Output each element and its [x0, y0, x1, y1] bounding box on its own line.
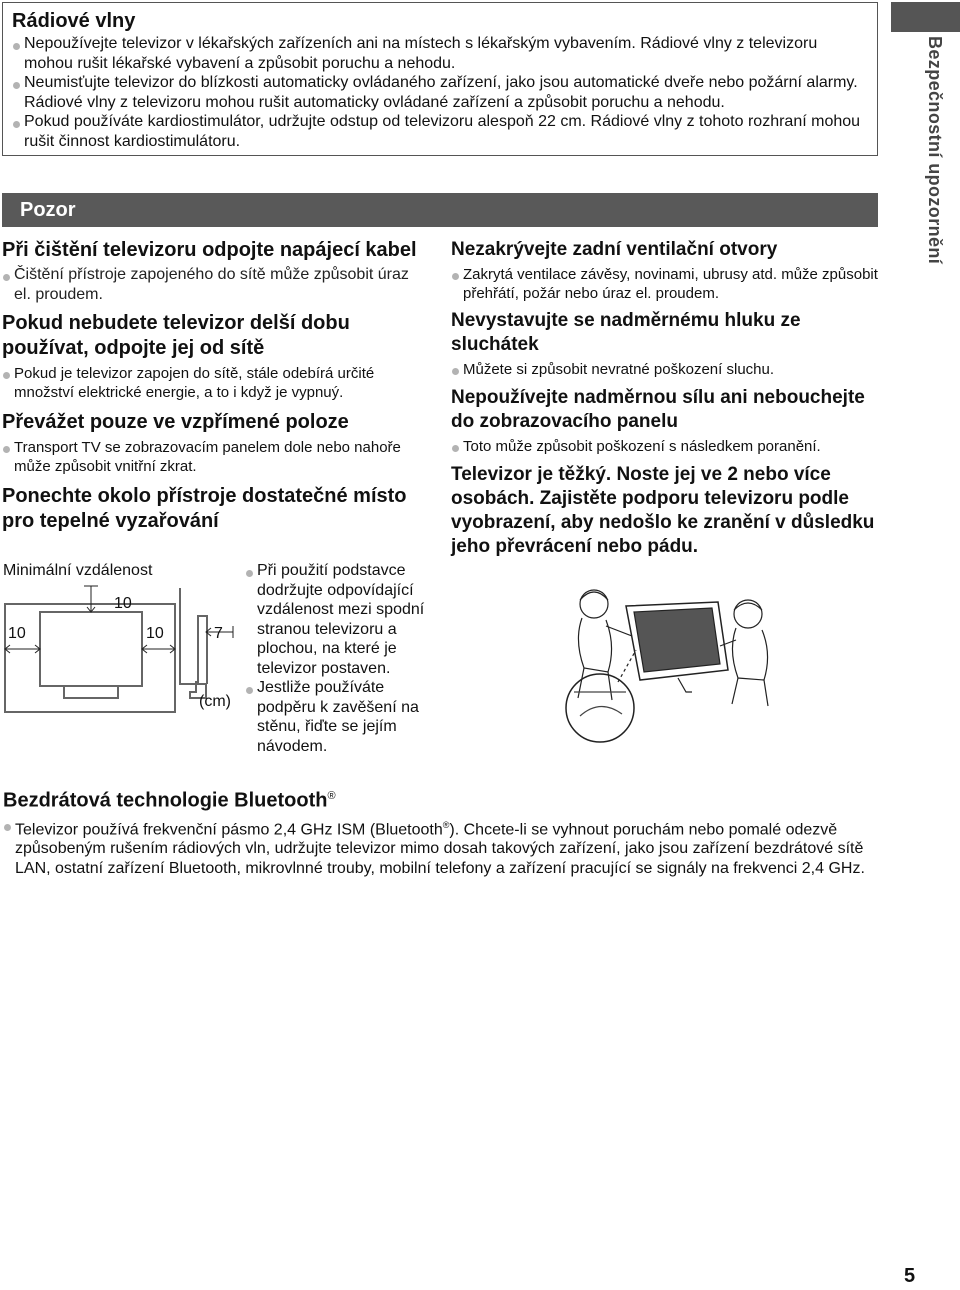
force-heading: Nepoužívejte nadměrnou sílu ani nebouchejte do zobrazovacího panelu	[451, 387, 865, 432]
force-bullet: Toto může způsobit poškození s následkem poranění.	[451, 437, 887, 456]
dim-side: 7	[214, 625, 223, 642]
vents-bullet: Zakrytá ventilace závěsy, novinami, ubrusy atd. může způsobit přehřátí, požár nebo úraz el. proudem.	[451, 265, 887, 303]
radio-waves-title: Rádiové vlny	[12, 10, 136, 32]
zoom-callout	[566, 674, 634, 742]
noise-heading: Nevystavujte se nadměrnému hluku ze sluchátek	[451, 310, 801, 355]
dim-unit: (cm)	[199, 693, 231, 710]
bluetooth-heading: Bezdrátová technologie Bluetooth®	[3, 789, 336, 812]
right-column	[451, 238, 887, 559]
dim-left: 10	[8, 625, 26, 642]
min-distance-label: Minimální vzdálenost	[3, 562, 153, 579]
ventilation-space-heading: Ponechte okolo přístroje dostatečné místo pro tepelné vyzařování	[2, 485, 407, 532]
transport-heading: Převážet pouze ve vzpřímené poloze	[2, 411, 349, 433]
vents-heading: Nezakrývejte zadní ventilační otvory	[451, 239, 778, 260]
radio-bullet-3: Pokud používáte kardiostimulátor, udržujte odstup od televizoru alespoň 22 cm. Rádiové vlny z tohoto rozhraní mohou rušit činnost kardiostimulátoru.	[12, 112, 867, 151]
dim-top: 10	[114, 595, 132, 612]
tv-side-outline	[180, 588, 207, 698]
radio-bullet-1: Nepoužívejte televizor v lékařských zařízeních ani na místech s lékařským vybavením. Rádiové vlny z televizoru mohou rušit lékařské vybavení a způsobit poruchu a nehodu.	[12, 34, 867, 73]
unplug-heading: Pokud nebudete televizor delší dobu používat, odpojte jej od sítě	[2, 312, 350, 359]
stand-note-1: Při použití podstavce dodržujte odpovídající vzdálenost mezi spodní stranou televizoru a plochou, na které je televizor postaven.	[245, 561, 437, 678]
radio-waves-box	[2, 2, 878, 156]
page-number: 5	[904, 1265, 916, 1287]
stand-notes	[245, 561, 437, 756]
carrying-tv-illustration	[560, 580, 780, 750]
left-column	[2, 238, 426, 534]
pozor-banner	[2, 193, 878, 227]
side-tab-header	[891, 2, 960, 32]
tv-front-stand	[64, 686, 118, 698]
radio-bullet-2: Neumisťujte televizor do blízkosti automaticky ovládaného zařízení, jako jsou automatické dveře nebo požární alarmy. Rádiové vlny z televizoru mohou rušit automaticky ovládané zařízení a způsobit poruchu a nehodu.	[12, 73, 867, 112]
side-tab-label: Bezpečnostní upozornění	[925, 36, 945, 265]
tv-front-screen	[40, 612, 142, 686]
bluetooth-section	[3, 784, 873, 878]
pozor-label: Pozor	[20, 199, 76, 221]
transport-bullet: Transport TV se zobrazovacím panelem dole nebo nahoře může způsobit vnitřní zkrat.	[2, 438, 426, 476]
heavy-heading: Televizor je těžký. Noste jej ve 2 nebo více osobách. Zajistěte podporu televizoru podle vyobrazení, aby nedošlo ke zranění v důsledku jeho převrácení nebo pádu.	[451, 464, 875, 557]
cleaning-heading: Při čištění televizoru odpojte napájecí kabel	[2, 239, 417, 261]
cleaning-bullet: Čištění přístroje zapojeného do sítě může způsobit úraz el. proudem.	[2, 265, 426, 304]
noise-bullet: Můžete si způsobit nevratné poškození sluchu.	[451, 360, 887, 379]
dim-right: 10	[146, 625, 164, 642]
registered-mark: ®	[327, 790, 336, 802]
bluetooth-text: Televizor používá frekvenční pásmo 2,4 GHz ISM (Bluetooth®). Chcete-li se vyhnout poruchám nebo pomalé odezvě způsobeným rušením rádiových vln, udržujte televizor mimo dosah takových zařízení, jako jsou zařízení bezdrátové sítě LAN, ostatní zařízení Bluetooth, mikrovlnné trouby, mobilní telefony a zařízení pracující se signály na frekvenci 2,4 GHz.	[3, 816, 873, 879]
unplug-bullet: Pokud je televizor zapojen do sítě, stále odebírá určité množství elektrické energie, a to i když je vypnuý.	[2, 364, 426, 402]
stand-note-2: Jestliže používáte podpěru k zavěšení na stěnu, řiďte se jejím návodem.	[245, 678, 437, 756]
